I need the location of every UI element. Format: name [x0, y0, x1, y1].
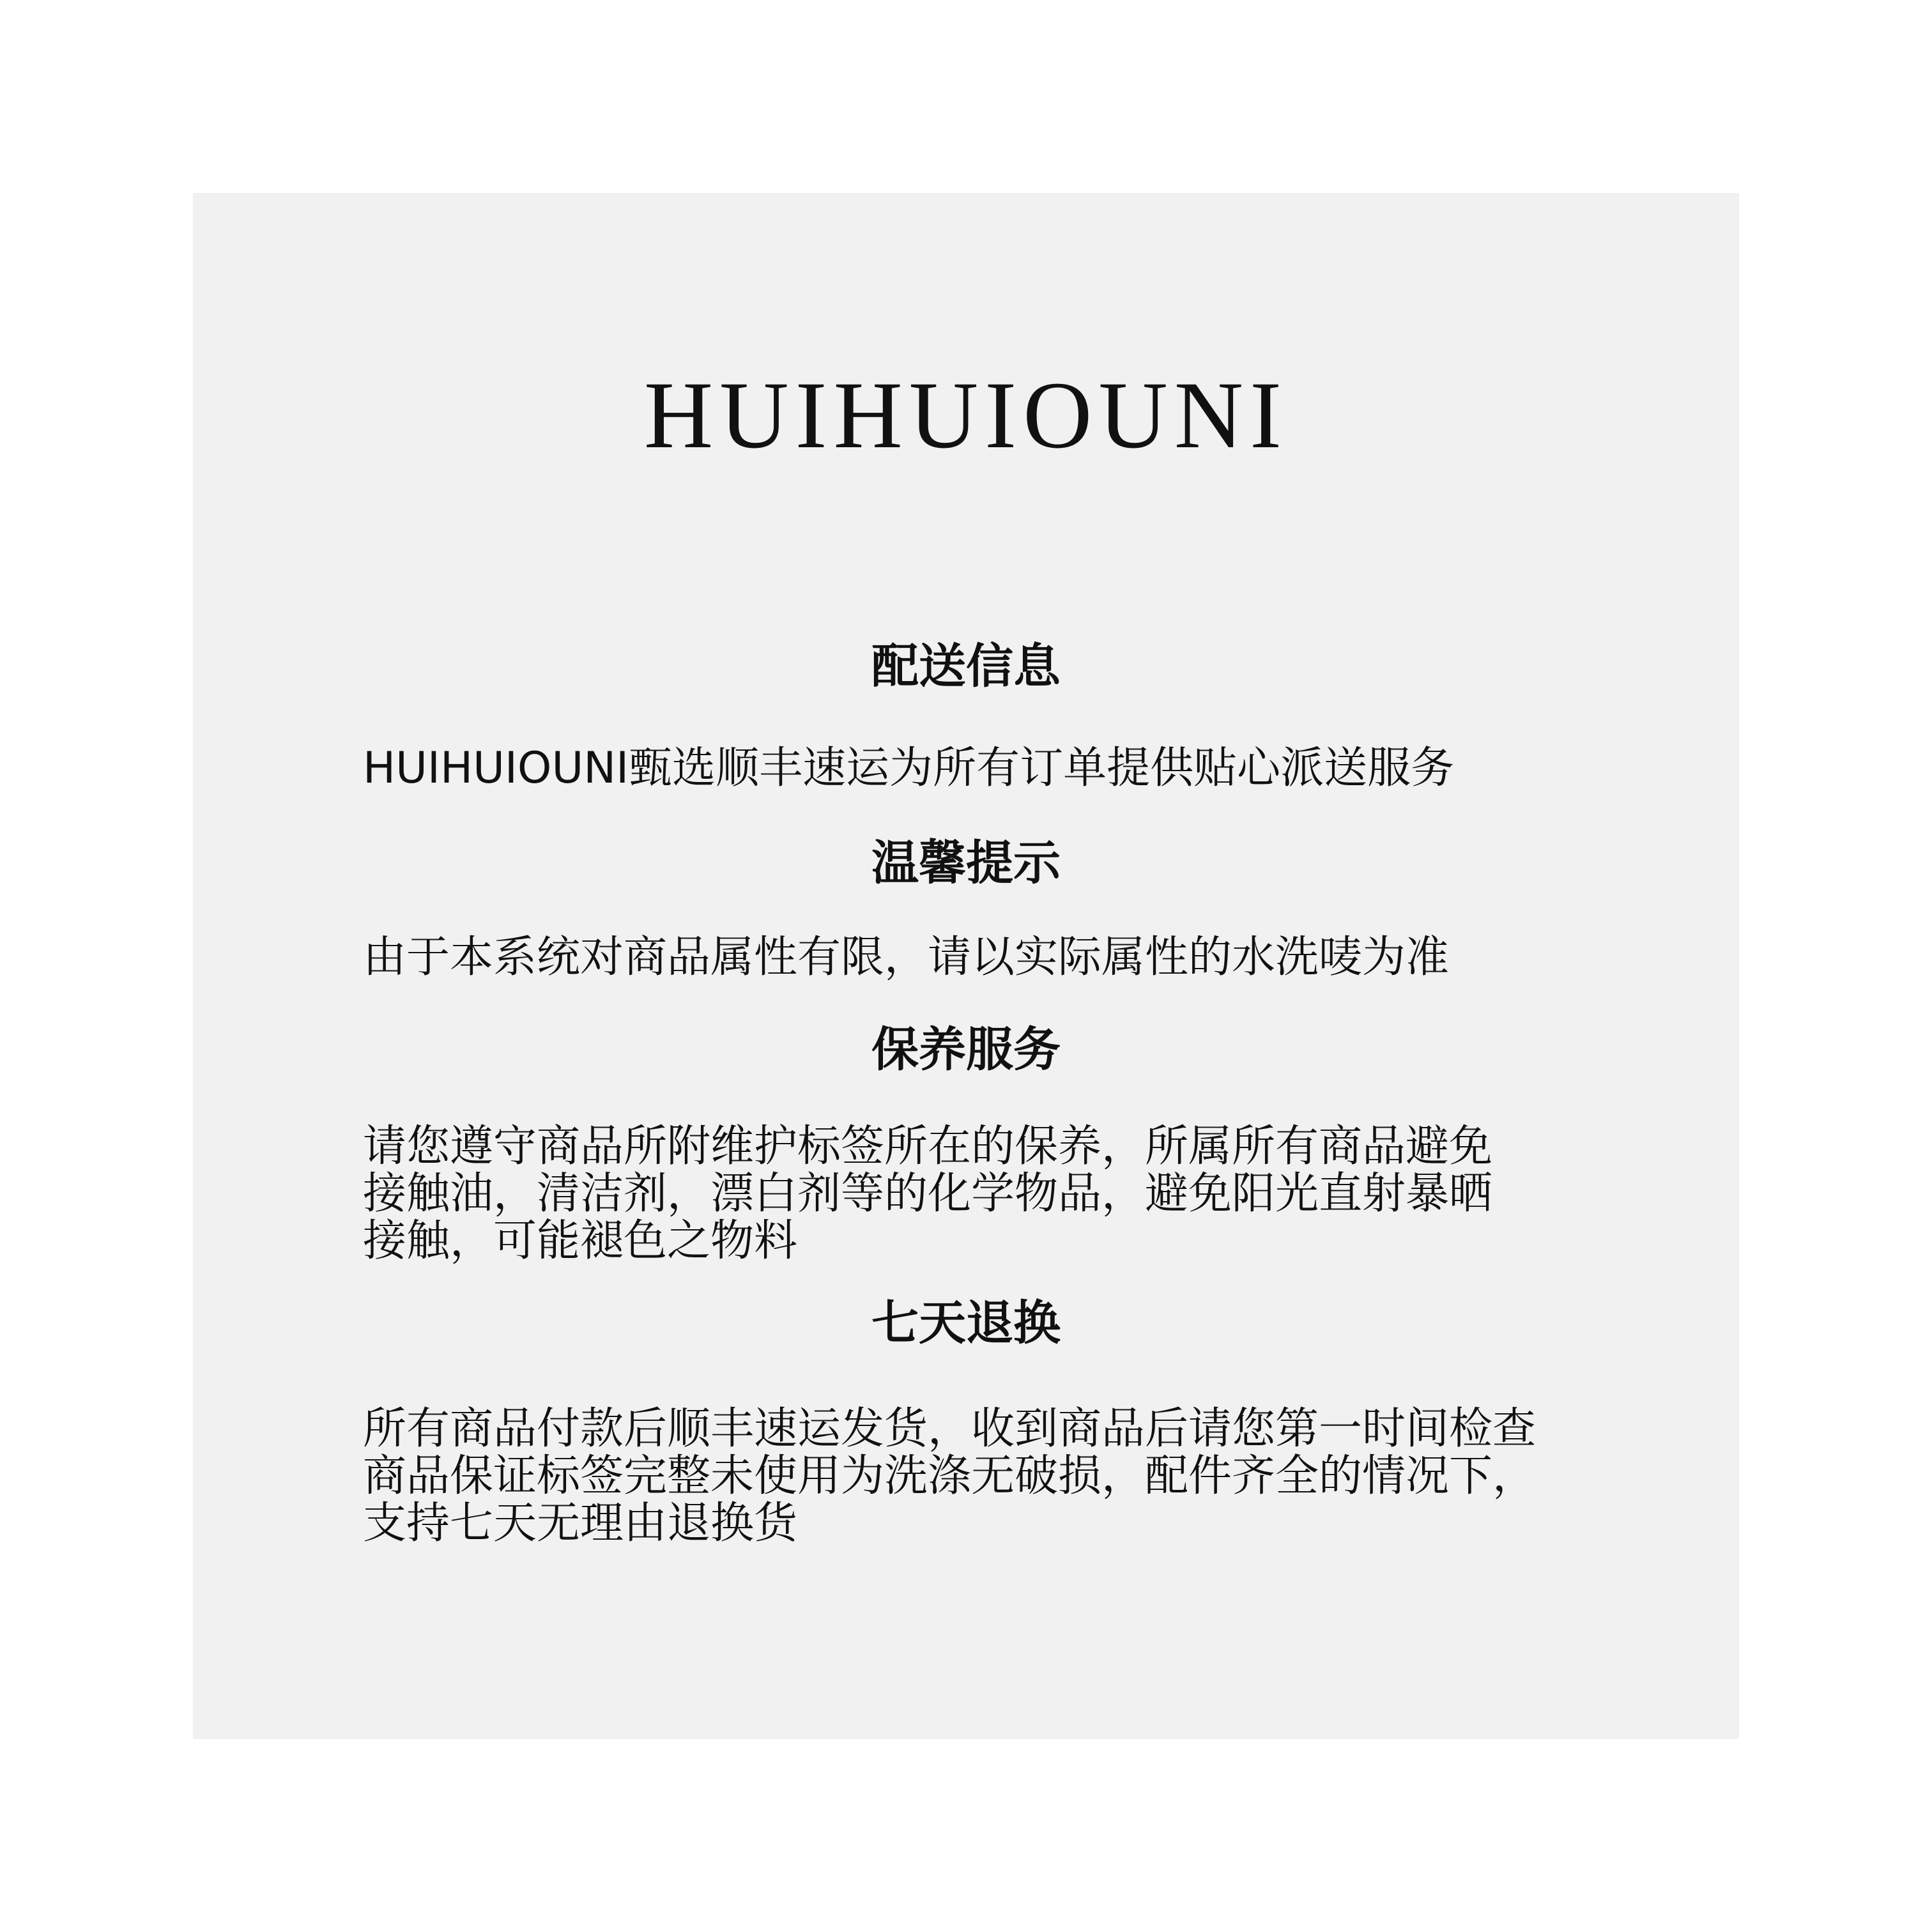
section-heading-tips: 温馨提示 — [871, 836, 1061, 891]
section-body-care: 请您遵守商品所附维护标签所在的保养，所属所有商品避免 接触油，清洁剂，漂白剂等的化学物品，避免阳光直射暴晒 接触，可能褪色之物料 — [363, 1121, 1493, 1266]
section-body-returns: 所有商品付款后顺丰速运发货，收到商品后请您第一时间检查 商品保证标签完整未使用为洗涤无破损，配件齐全的情况下， 支持七天无理由退换货 — [363, 1404, 1537, 1549]
section-body-tips: 由于本系统对商品属性有限，请以实际属性的水洗唛为准 — [363, 932, 1450, 983]
section-heading-care: 保养服务 — [871, 1022, 1061, 1077]
section-body-delivery: HUIHUIOUNI甄选顺丰速运为所有订单提供贴心派送服务 — [363, 743, 1455, 793]
section-heading-returns: 七天退换 — [871, 1296, 1061, 1351]
section-heading-delivery: 配送信息 — [871, 639, 1061, 694]
brand-logo-text: HUIHUIOUNI — [643, 362, 1289, 468]
